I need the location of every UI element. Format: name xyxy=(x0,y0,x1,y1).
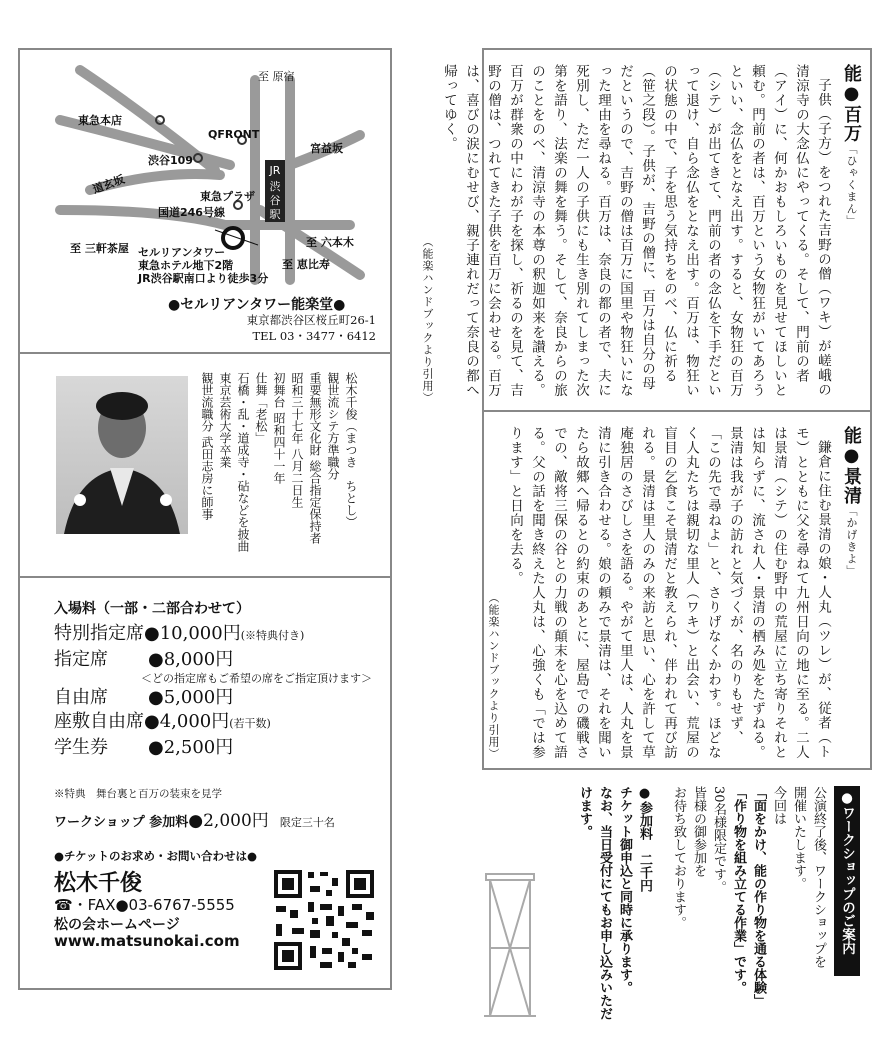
label-harajuku: 至 原宿 xyxy=(258,70,295,83)
tower-line-3: JR渋谷駅南口より徒歩3分 xyxy=(138,272,269,285)
price-note: (若干数) xyxy=(229,717,271,730)
ws-line: 30名様限定です。 xyxy=(711,786,726,894)
ws-line-emph: 「面をかけ、能の作り物を通る体験」 xyxy=(751,786,766,1007)
price-note: (※特典付き) xyxy=(240,629,305,642)
hyakuman-body: 子供（子方）をつれた吉野の僧（ワキ）が嵯峨の清涼寺の大念仏にやってくる。そして、門前の者（アイ）に、何かおもしろいものを見せてほしいと頼む。門前の者は、百万という女物狂がいてあろうといい、念仏をとなえ出す。すると、女物狂の百万（シテ）が出てきて、門前の者の念仏を下手だといって退け、自ら念仏をとなえ出す。百万は、物狂いの状態の中で、子を思う気持ちをのべ、仏に祈る（笹之段）。子供が、吉野の僧に、百万は自分の母だというので、吉野の僧は百万に国里や物狂いになった理由を尋ねる。百万は、奈良の都の者で、夫に死別し、ただ一人の子供にも生き別れてしまった次第を語り、法楽の舞を舞う。そして、奈良からの旅のことをのべ、清涼寺の本尊の釈迦如来を讃える。百万が群衆の中にわが子を探し、祈るのを見て、吉野の僧は、つれてきた子供を百万に会わせる。百万は、喜びの涙にむせび、親子連れだって奈良の都へ帰ってゆく。 xyxy=(441,64,831,398)
venue-tel: TEL 03・3477・6412 xyxy=(252,329,376,343)
ticket-prices-section xyxy=(20,578,390,988)
kagekiyo-cite: （能楽ハンドブックより引用） xyxy=(487,592,500,760)
label-roppongi: 至 六本木 xyxy=(306,236,354,249)
kagekiyo-yomi: 「かげきよ」 xyxy=(845,505,858,577)
bio-line: 重要無形文化財 総合指定保持者 xyxy=(308,372,322,544)
ws-fee: ●参加料 二千円 xyxy=(637,786,652,892)
price-label: 自由席 xyxy=(54,687,108,708)
label-qfront: QFRONT xyxy=(208,128,260,141)
program-notes-panel xyxy=(421,48,872,770)
price-list xyxy=(54,622,372,760)
ws-line-emph: 「作り物を組み立てる作業」です。 xyxy=(731,786,746,994)
price-label: 座敷自由席 xyxy=(54,711,144,732)
label-sangenjaya: 至 三軒茶屋 xyxy=(70,242,129,255)
label-ebisu: 至 恵比寿 xyxy=(282,258,330,271)
bio-line: 仕舞「老松」 xyxy=(254,372,268,444)
kagekiyo-title: 能●景清 xyxy=(841,426,862,505)
price-row xyxy=(54,622,372,648)
bio-line: 初舞台 昭和四十一年 xyxy=(272,372,286,484)
kagekiyo-section xyxy=(487,426,862,760)
bio-line: 東京芸術大学卒業 xyxy=(218,372,232,468)
price-value: ●4,000円 xyxy=(144,711,230,732)
performer-silhouette xyxy=(56,376,188,534)
performer-bio-section xyxy=(20,354,390,578)
kagekiyo-heading xyxy=(840,426,862,760)
tower-line-2: 東急ホテル地下2階 xyxy=(138,259,234,272)
venue-address: 東京都渋谷区桜丘町26-1 xyxy=(246,313,376,327)
price-label: 特別指定席 xyxy=(54,623,144,644)
marker-cerulean-tower xyxy=(223,228,243,248)
homepage-link[interactable]: www.matsunokai.com xyxy=(54,932,240,950)
hyakuman-heading xyxy=(840,64,862,404)
label-cerulean-tower xyxy=(138,246,268,285)
label-tokyu-honten: 東急本店 xyxy=(78,114,122,127)
svg-text:谷: 谷 xyxy=(269,194,281,207)
performer-photo xyxy=(56,376,188,534)
price-label: 学生券 xyxy=(54,737,108,758)
ws-line: 皆様の御参加を xyxy=(691,786,706,877)
prices-heading: 入場料（一部・二部合わせて） xyxy=(54,601,250,617)
price-value: ●5,000円 xyxy=(148,687,234,708)
label-tokyu-plaza: 東急プラザ xyxy=(200,190,255,203)
notes-divider xyxy=(484,410,870,412)
price-row xyxy=(54,648,372,672)
workshop-heading: ●ワークショップのご案内 xyxy=(834,786,860,976)
ws-line: 開催いたします。 xyxy=(791,786,806,890)
svg-text:JR: JR xyxy=(269,164,281,177)
hyakuman-yomi: 「ひゃくまん」 xyxy=(845,143,858,227)
bio-line: 昭和三十七年 八月二日生 xyxy=(290,372,304,508)
contact-heading: ●チケットのお求め・お問い合わせは● xyxy=(54,849,258,863)
qr-code[interactable] xyxy=(272,868,376,972)
venue-name: ●セルリアンタワー能楽堂● xyxy=(168,297,346,313)
bio-line: 松木千俊（まつき ちとし） xyxy=(344,372,358,528)
bio-line: 観世流シテ方準職分 xyxy=(326,372,340,480)
hyakuman-section xyxy=(421,64,862,404)
venue-contact xyxy=(247,312,376,344)
price-value: ●8,000円 xyxy=(148,649,234,670)
workshop-fee-price: ●2,000円 xyxy=(188,811,269,831)
label-route246: 国道246号線 xyxy=(158,206,225,219)
ws-line: 今回は xyxy=(771,786,786,825)
price-value: ●10,000円 xyxy=(144,623,241,644)
tokuten-note: ※特典 舞台裏と百万の装束を見学 xyxy=(54,788,222,800)
bio-text xyxy=(198,372,360,562)
homepage-label: 松の会ホームページ xyxy=(54,917,180,933)
ws-fee-line: チケット御申込と同時に承ります。 xyxy=(617,786,632,994)
ws-line: お待ち致しております。 xyxy=(671,786,686,929)
price-row xyxy=(54,686,372,710)
bio-line: 観世流職分 武田志房に師事 xyxy=(200,372,214,520)
workshop-fee-label: ワークショップ 参加料 xyxy=(54,815,189,830)
price-row xyxy=(54,736,372,760)
label-shibuya109: 渋谷109 xyxy=(148,154,193,167)
label-miyamasuzaka: 宮益坂 xyxy=(310,142,343,155)
hyakuman-cite: （能楽ハンドブックより引用） xyxy=(421,236,434,404)
price-label: 指定席 xyxy=(54,649,108,670)
hyakuman-title: 能●百万 xyxy=(841,64,862,143)
ws-line: 公演終了後、ワークショップを xyxy=(811,786,826,968)
workshop-info xyxy=(540,786,860,1026)
contact-phone: ☎・FAX●03-6767-5555 xyxy=(54,896,235,914)
bio-line: 石橋・乱・道成寺・砧などを披曲 xyxy=(236,372,250,552)
workshop-fee-limit: 限定三十名 xyxy=(279,816,335,829)
contact-name: 松木千俊 xyxy=(54,870,143,896)
kagekiyo-body: 鎌倉に住む景清の娘・人丸（ツレ）が、従者（トモ）とともに父を尋ねて九州日向の地に至る。二人は景清（シテ）の住む野中の荒屋に立ち寄りそれとは知らずに、流され人・景清の栖み処をたずねる。景清は我が子の訪れと気づくが、名のりもせず、「この先で尋ねよ」と、さりげなくかわす。ほどなく人丸たちは親切な里人（ワキ）と出会い、荒屋の盲目の乞食こそ景清だと教えられ、伴われて再び訪れる。景清は里人のみの来訪と思い、心を許して草庵独居のさびしさを語る。やがて里人は、人丸を景清に引き合わせる。娘の頼みで景清は、それを聞いたら故郷へ帰るとの約束のあとに、屋島での磯戦さでの、敵将三保の谷との力戦の顛末を心を込めて語る。父の話を聞き終えた人丸は、心強くも「では参ります」と日向を去る。 xyxy=(507,426,831,760)
ws-spacer xyxy=(654,786,668,1022)
price-row xyxy=(54,710,372,736)
access-map-section xyxy=(20,50,390,354)
ws-fee-line: なお、当日受付にてもお申し込みいただけます。 xyxy=(577,786,612,1020)
svg-text:渋: 渋 xyxy=(269,180,281,193)
svg-text:駅: 駅 xyxy=(269,208,281,221)
reserved-note: ＜どの指定席もご希望の席をご指定頂けます＞ xyxy=(141,672,372,685)
tower-line-1: セルリアンタワー xyxy=(138,246,226,259)
left-panel xyxy=(18,48,392,990)
price-value: ●2,500円 xyxy=(148,737,234,758)
workshop-fee-row xyxy=(54,806,335,831)
tsukurimono-illustration xyxy=(480,870,540,1020)
label-dogenzaka: 道玄坂 xyxy=(90,172,127,197)
workshop-text xyxy=(574,786,828,1022)
